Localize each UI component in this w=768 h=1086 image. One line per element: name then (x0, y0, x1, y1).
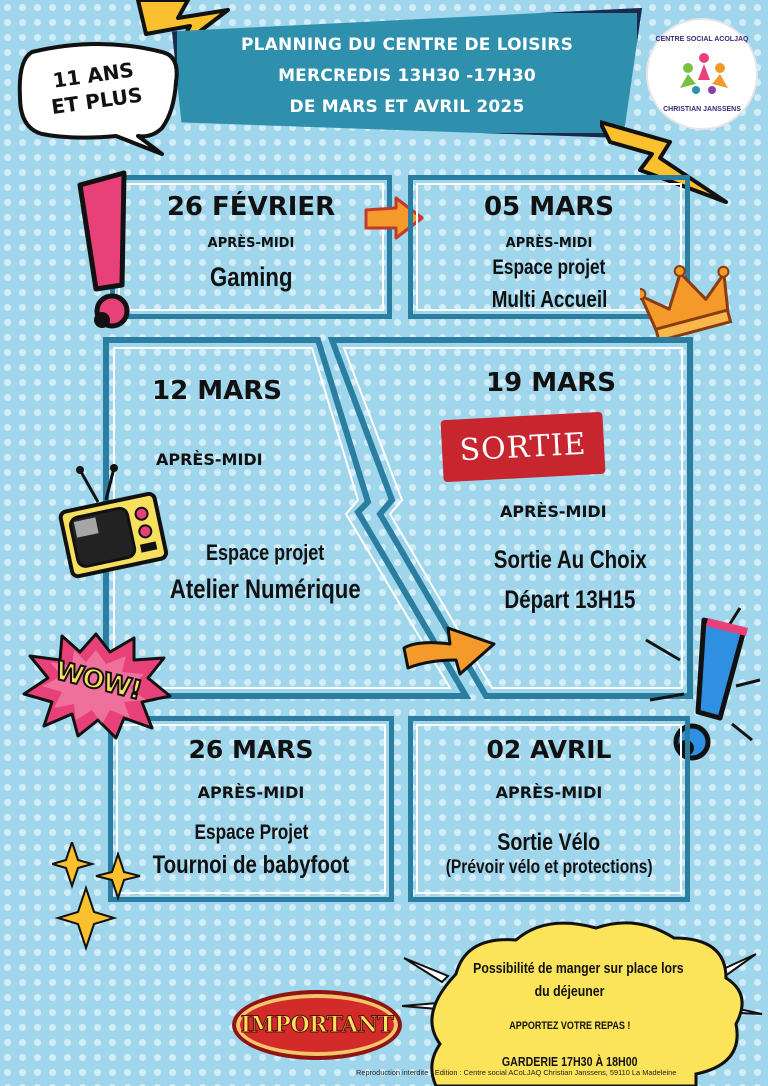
card-line1-wrap (113, 821, 389, 845)
info-line2-wrap (450, 981, 690, 1000)
card-period: APRÈS-MIDI (207, 236, 295, 251)
sortie-stamp-label: SORTIE (458, 426, 588, 468)
card-line2: Tournoi de babyfoot (152, 851, 350, 879)
card-line2-wrap (113, 851, 389, 880)
important-label: IMPORTANT (240, 1012, 394, 1038)
card-line1: Espace projet (492, 256, 606, 279)
sparkle-stars-icon (52, 842, 142, 952)
info-line1-wrap (450, 958, 690, 977)
card-period: APRÈS-MIDI (495, 783, 603, 802)
card-19-mars-line2: Départ 13H15 (504, 586, 636, 614)
info-text-block (450, 958, 690, 1070)
card-line1: Espace Projet (194, 821, 308, 844)
card-26-fevrier (110, 175, 392, 319)
card-12-mars-period: APRÈS-MIDI (156, 450, 263, 469)
age-badge-line1: 11 ANS (51, 57, 136, 93)
header-title-block (172, 30, 642, 123)
card-26-mars (108, 716, 394, 902)
card-line1: Sortie Vélo (497, 829, 601, 856)
card-line2: Multi Accueil (491, 286, 607, 312)
logo-top-text: CENTRE SOCIAL ACOLJAQ (655, 36, 749, 43)
card-19-mars-line1: Sortie Au Choix (493, 546, 647, 574)
card-12-mars-line1-wrap (160, 540, 370, 566)
wow-text: WOW! (51, 655, 144, 707)
card-date: 05 MARS (484, 192, 614, 222)
card-date: 02 AVRIL (486, 735, 612, 764)
card-line1-wrap (413, 829, 685, 857)
card-activity: Gaming (209, 262, 293, 292)
card-19-mars-period: APRÈS-MIDI (500, 502, 607, 521)
important-badge (232, 990, 402, 1060)
header-title-line2: MERCREDIS 13H30 -17H30 (278, 66, 536, 86)
crown-icon (640, 262, 736, 342)
info-line3-wrap (450, 1014, 690, 1033)
age-badge-line2: ET PLUS (49, 82, 144, 120)
card-activity-wrap (115, 262, 387, 293)
footer-text: Reproduction interdite - Edition : Centre social ACoLJAQ Christian Janssens, 59110 La Madeleine (356, 1068, 677, 1077)
logo-bottom-text: CHRISTIAN JANSSENS (663, 106, 741, 113)
sortie-stamp (440, 412, 605, 482)
card-period: APRÈS-MIDI (505, 236, 593, 251)
tv-icon (58, 462, 170, 582)
card-02-avril (408, 716, 690, 902)
card-19-mars-date: 19 MARS (486, 368, 616, 398)
card-19-mars-line1-wrap (460, 546, 680, 575)
people-icon (678, 50, 730, 100)
card-date: 26 FÉVRIER (166, 192, 336, 222)
card-12-mars-line2-wrap (140, 574, 390, 605)
exclamation-left-icon (72, 165, 142, 335)
info-line1: Possibilité de manger sur place lors (473, 960, 684, 977)
card-period: APRÈS-MIDI (197, 783, 305, 802)
header-title-line3: DE MARS ET AVRIL 2025 (289, 97, 525, 117)
info-line4: GARDERIE 17H30 À 18H00 (502, 1054, 638, 1069)
card-12-mars-line2: Atelier Numérique (169, 574, 361, 604)
card-line2-wrap (413, 857, 685, 879)
card-date: 26 MARS (188, 735, 314, 764)
card-line2: (Prévoir vélo et protections) (445, 857, 653, 878)
header-title-line1: PLANNING DU CENTRE DE LOISIRS (240, 35, 574, 55)
card-12-mars-line1: Espace projet (205, 540, 325, 565)
arrow-right-large-icon (398, 614, 502, 680)
info-line2: du déjeuner (535, 983, 605, 1000)
card-12-mars-date: 12 MARS (152, 376, 282, 406)
info-line3: APPORTEZ VOTRE REPAS ! (509, 1020, 631, 1032)
